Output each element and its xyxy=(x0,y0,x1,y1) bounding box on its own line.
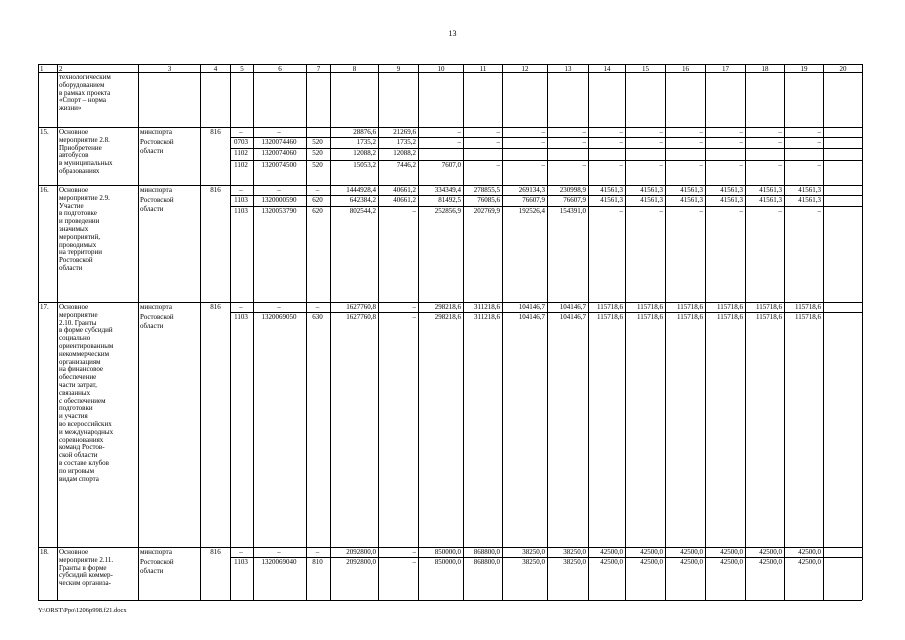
measure-name-line: по игровым xyxy=(59,466,95,475)
value-cell: 269134,3 xyxy=(518,185,545,194)
measure-name-line: Основное xyxy=(59,548,89,556)
value-cell: – xyxy=(817,127,821,136)
value-cell: – xyxy=(619,137,623,146)
table-row-line xyxy=(38,600,862,601)
measure-name-line: 2.10. Гранты xyxy=(59,318,97,327)
measure-name-line: видам спорта xyxy=(59,474,99,483)
value-cell: 115718,6 xyxy=(677,302,703,311)
responsible-line: Ростовской xyxy=(140,312,174,321)
value-cell: – xyxy=(315,185,320,194)
measure-name-line: обеспечение xyxy=(59,373,97,382)
row-number: 15. xyxy=(40,128,49,136)
measure-name-line: в рамках проекта xyxy=(59,88,111,97)
value-cell: 115718,6 xyxy=(637,312,663,321)
measure-name-line: мероприятие 2.8. xyxy=(59,135,110,144)
header-cell: 20 xyxy=(839,64,847,73)
value-cell: – xyxy=(277,127,281,136)
header-cell: 16 xyxy=(682,64,689,73)
header-cell: 1 xyxy=(40,64,44,73)
value-cell: – xyxy=(778,137,782,146)
footer-file-path: Y:\ORST\Ppo\1206p998.f21.docx xyxy=(38,607,127,614)
value-cell: 38250,0 xyxy=(522,557,545,566)
value-cell: – xyxy=(699,127,703,136)
value-cell: – xyxy=(699,137,703,146)
value-cell: 311218,6 xyxy=(474,312,500,321)
value-cell: 42500,0 xyxy=(680,557,703,566)
value-cell: – xyxy=(239,127,243,136)
value-cell: 298218,6 xyxy=(434,312,461,321)
measure-name-line: в составе клубов xyxy=(59,459,109,467)
value-cell: 802544,2 xyxy=(349,206,376,215)
value-cell: 41561,3 xyxy=(600,195,623,204)
grbs-code: 816 xyxy=(210,303,221,311)
header-cell: 9 xyxy=(396,64,401,73)
measure-name-line: Основное xyxy=(59,128,89,136)
value-cell: 1103 xyxy=(234,195,248,204)
table-column-line xyxy=(823,64,824,600)
value-cell: – xyxy=(277,547,281,556)
value-cell: 202769,9 xyxy=(473,206,500,215)
grbs-code: 816 xyxy=(210,128,221,136)
value-cell: – xyxy=(739,127,743,136)
value-cell: – xyxy=(541,160,545,169)
responsible-line: минспорта xyxy=(140,303,172,311)
value-cell: – xyxy=(778,160,782,169)
header-cell: 15 xyxy=(642,64,649,73)
header-cell: 14 xyxy=(603,64,611,73)
value-cell: 1320069040 xyxy=(261,557,297,566)
value-cell: 28876,6 xyxy=(353,127,376,136)
value-cell: 311218,6 xyxy=(474,302,500,311)
value-cell: 104146,7 xyxy=(518,312,545,321)
value-cell: 7607,0 xyxy=(441,160,461,169)
value-cell: 298218,6 xyxy=(434,302,461,311)
value-cell: – xyxy=(619,127,623,136)
value-cell: 38250,0 xyxy=(563,547,586,556)
value-cell: 41561,3 xyxy=(720,185,743,194)
value-cell: 1102 xyxy=(234,160,248,169)
value-cell: 42500,0 xyxy=(759,547,782,556)
value-cell: – xyxy=(412,557,416,566)
value-cell: 620 xyxy=(312,206,323,215)
responsible-line: Ростовской xyxy=(140,557,174,566)
value-cell: 76607,9 xyxy=(563,195,586,204)
measure-name-line: проводимых xyxy=(59,240,97,249)
responsible-line: Ростовской xyxy=(140,137,174,146)
header-cell: 8 xyxy=(352,64,357,73)
value-cell: 115718,6 xyxy=(637,302,663,311)
value-cell: 42500,0 xyxy=(798,547,821,556)
header-cell: 7 xyxy=(316,64,321,73)
value-cell: – xyxy=(739,160,743,169)
row-number: 17. xyxy=(40,303,49,311)
value-cell: 0703 xyxy=(234,137,248,146)
value-cell: 42500,0 xyxy=(720,557,743,566)
value-cell: 41561,3 xyxy=(759,195,782,204)
value-cell: 41561,3 xyxy=(640,195,663,204)
value-cell: – xyxy=(412,547,416,556)
row-number: 16. xyxy=(40,186,49,194)
value-cell: – xyxy=(659,137,663,146)
value-cell: 520 xyxy=(312,160,323,169)
value-cell: 520 xyxy=(312,148,323,157)
value-cell: 41561,3 xyxy=(680,195,703,204)
value-cell: – xyxy=(457,127,461,136)
value-cell: 115718,6 xyxy=(756,302,782,311)
value-cell: 520 xyxy=(312,137,323,146)
header-cell: 13 xyxy=(564,64,572,73)
value-cell: 868800,0 xyxy=(473,547,500,556)
value-cell: 2092800,0 xyxy=(346,557,376,566)
value-cell: 115718,6 xyxy=(597,302,623,311)
header-cell: 17 xyxy=(722,64,729,73)
measure-name-line: части затрат, xyxy=(59,381,97,389)
table-column-line xyxy=(38,64,39,600)
measure-name-line: команд Ростов- xyxy=(59,443,105,452)
value-cell: – xyxy=(496,137,500,146)
measure-name-line: во всероссийских xyxy=(59,420,112,428)
measure-name-line: мероприятие 2.11. xyxy=(59,555,114,564)
value-cell: 76085,6 xyxy=(477,195,500,204)
measure-name-line: жизни» xyxy=(59,104,82,113)
measure-name-line: «Спорт – норма xyxy=(59,96,107,105)
value-cell: 41561,3 xyxy=(680,185,703,194)
value-cell: – xyxy=(277,185,281,194)
value-cell: 1102 xyxy=(234,148,248,157)
value-cell: – xyxy=(412,312,416,321)
value-cell: – xyxy=(541,127,545,136)
value-cell: 38250,0 xyxy=(563,557,586,566)
value-cell: – xyxy=(582,160,586,169)
value-cell: 850000,0 xyxy=(434,547,461,556)
value-cell: 115718,6 xyxy=(677,312,703,321)
value-cell: 104146,7 xyxy=(518,302,545,311)
value-cell: – xyxy=(817,206,821,215)
value-cell: 620 xyxy=(312,195,323,204)
value-cell: 41561,3 xyxy=(798,195,821,204)
value-cell: 115718,6 xyxy=(717,312,743,321)
value-cell: 104146,7 xyxy=(559,302,586,311)
measure-name-line: социально xyxy=(59,334,91,343)
measure-name-line: значимых xyxy=(59,225,89,233)
measure-name-line: на территории xyxy=(59,248,102,257)
header-cell: 6 xyxy=(278,64,282,73)
value-cell: 1627760,8 xyxy=(346,302,376,311)
value-cell: 192526,4 xyxy=(518,206,545,215)
value-cell: 104146,7 xyxy=(559,312,586,321)
value-cell: 1444928,4 xyxy=(346,185,376,194)
value-cell: – xyxy=(817,160,821,169)
measure-name-line: субсидий коммер- xyxy=(59,571,113,580)
value-cell: – xyxy=(496,160,500,169)
measure-name-line: Участие xyxy=(59,201,84,210)
value-cell: 115718,6 xyxy=(756,312,782,321)
measure-name-line: в форме субсидий xyxy=(59,326,113,335)
value-cell: 334349,4 xyxy=(434,185,461,194)
measure-name-line: Ростовской xyxy=(59,256,93,265)
measure-name-line: технологическим xyxy=(59,73,111,81)
measure-name-line: Основное xyxy=(59,186,89,194)
value-cell: 1627760,8 xyxy=(346,312,376,321)
value-cell: 41561,3 xyxy=(798,185,821,194)
measure-name-line: мероприятие xyxy=(59,310,98,319)
measure-name-line: Приобретение xyxy=(59,143,102,152)
value-cell: 630 xyxy=(312,312,323,321)
value-cell: – xyxy=(496,127,500,136)
value-cell: 115718,6 xyxy=(795,312,821,321)
value-cell: – xyxy=(582,127,586,136)
value-cell: 21269,6 xyxy=(393,127,416,136)
value-cell: 1320000590 xyxy=(261,195,297,204)
responsible-line: области xyxy=(140,322,164,330)
measure-name-line: ской области xyxy=(59,451,98,460)
value-cell: – xyxy=(239,547,243,556)
value-cell: 42500,0 xyxy=(720,547,743,556)
value-cell: 1103 xyxy=(234,312,248,321)
value-cell: – xyxy=(541,137,545,146)
value-cell: 1320074500 xyxy=(261,160,297,169)
value-cell: 868800,0 xyxy=(473,557,500,566)
value-cell: 38250,0 xyxy=(522,547,545,556)
value-cell: 1103 xyxy=(234,206,248,215)
value-cell: 40661,2 xyxy=(393,185,416,194)
measure-name-line: ориентированным xyxy=(59,342,114,350)
value-cell: 850000,0 xyxy=(434,557,461,566)
table-column-line xyxy=(862,64,863,600)
header-cell: 2 xyxy=(59,64,63,73)
header-cell: 18 xyxy=(761,64,769,73)
value-cell: 1735,2 xyxy=(356,137,376,146)
responsible-line: области xyxy=(140,205,164,213)
header-cell: 5 xyxy=(240,64,244,73)
value-cell: 41561,3 xyxy=(640,185,663,194)
measure-name-line: в муниципальных xyxy=(59,159,113,168)
value-cell: – xyxy=(619,206,623,215)
responsible-line: области xyxy=(140,567,164,575)
value-cell: 42500,0 xyxy=(798,557,821,566)
measure-name-line: мероприятий, xyxy=(59,232,101,241)
value-cell: – xyxy=(277,302,281,311)
value-cell: 642384,2 xyxy=(349,195,376,204)
measure-name-line: связанных xyxy=(59,388,91,397)
value-cell: 42500,0 xyxy=(600,557,623,566)
value-cell: 252856,9 xyxy=(434,206,461,215)
measure-name-line: соревнованиях xyxy=(59,435,104,444)
measure-name-line: и проведении xyxy=(59,217,100,226)
value-cell: 2092800,0 xyxy=(346,547,376,556)
measure-name-line: подготовки xyxy=(59,404,93,413)
value-cell: 12088,2 xyxy=(393,148,416,157)
measure-name-line: Основное xyxy=(59,303,89,311)
row-number: 18. xyxy=(40,548,49,556)
table-column-line xyxy=(57,64,58,600)
value-cell: – xyxy=(778,206,782,215)
responsible-line: минспорта xyxy=(140,548,172,556)
measure-name-line: и международных xyxy=(59,427,114,436)
value-cell: 41561,3 xyxy=(759,185,782,194)
value-cell: – xyxy=(315,547,320,556)
value-cell: – xyxy=(619,160,623,169)
value-cell: 1320053790 xyxy=(261,206,297,215)
grbs-code: 816 xyxy=(210,548,221,556)
measure-name-line: мероприятие 2.9. xyxy=(59,193,110,202)
measure-name-line: на финансовое xyxy=(59,365,104,374)
value-cell: 42500,0 xyxy=(680,547,703,556)
table-column-line xyxy=(200,64,201,600)
responsible-line: Ростовской xyxy=(140,195,174,204)
measure-name-line: и участия xyxy=(59,412,88,421)
value-cell: – xyxy=(739,206,743,215)
value-cell: 1320074060 xyxy=(261,148,297,157)
value-cell: 810 xyxy=(312,557,323,566)
value-cell: 42500,0 xyxy=(640,547,663,556)
value-cell: – xyxy=(582,137,586,146)
value-cell: 278855,5 xyxy=(473,185,500,194)
value-cell: – xyxy=(699,160,703,169)
table-column-line xyxy=(138,64,139,600)
value-cell: – xyxy=(412,302,416,311)
measure-name-line: организациям xyxy=(59,357,101,366)
header-cell: 19 xyxy=(800,64,808,73)
measure-name-line: с обеспечением xyxy=(59,396,106,405)
responsible-line: минспорта xyxy=(140,128,172,136)
value-cell: – xyxy=(699,206,703,215)
value-cell: 115718,6 xyxy=(795,302,821,311)
header-cell: 11 xyxy=(479,64,487,73)
value-cell: – xyxy=(739,137,743,146)
value-cell: 76607,9 xyxy=(522,195,545,204)
value-cell: 42500,0 xyxy=(759,557,782,566)
value-cell: – xyxy=(817,137,821,146)
measure-name-line: некоммерческим xyxy=(59,349,110,358)
value-cell: 12088,2 xyxy=(353,148,376,157)
value-cell: – xyxy=(239,302,243,311)
value-cell: 115718,6 xyxy=(597,312,623,321)
value-cell: 40661,2 xyxy=(393,195,416,204)
value-cell: – xyxy=(659,206,663,215)
value-cell: 42500,0 xyxy=(640,557,663,566)
page-number: 13 xyxy=(448,29,457,38)
value-cell: – xyxy=(457,137,461,146)
value-cell: – xyxy=(778,127,782,136)
measure-name-line: Гранты в форме xyxy=(59,563,107,572)
value-cell: 1735,2 xyxy=(396,137,416,146)
value-cell: 81492,5 xyxy=(438,195,461,204)
measure-name-line: в подготовке xyxy=(59,209,97,218)
measure-name-line: ческим организа- xyxy=(59,579,111,588)
header-cell: 12 xyxy=(521,64,529,73)
header-cell: 10 xyxy=(437,64,445,73)
value-cell: 15053,2 xyxy=(353,160,376,169)
responsible-line: области xyxy=(140,147,164,155)
measure-name-line: автобусов xyxy=(59,151,89,160)
value-cell: – xyxy=(239,185,243,194)
value-cell: – xyxy=(659,160,663,169)
value-cell: 41561,3 xyxy=(600,185,623,194)
value-cell: 230998,9 xyxy=(559,185,586,194)
value-cell: 1320074460 xyxy=(261,137,297,146)
header-cell: 3 xyxy=(167,64,172,73)
value-cell: 42500,0 xyxy=(600,547,623,556)
value-cell: 1320069050 xyxy=(261,312,297,321)
grbs-code: 816 xyxy=(210,186,221,194)
measure-name-line: области xyxy=(59,264,83,272)
value-cell: 154391,0 xyxy=(559,206,586,215)
measure-name-line: образованиях xyxy=(59,167,100,175)
value-cell: 7446,2 xyxy=(396,160,416,169)
value-cell: 115718,6 xyxy=(717,302,743,311)
value-cell: – xyxy=(315,302,320,311)
value-cell: – xyxy=(412,206,416,215)
value-cell: 41561,3 xyxy=(720,195,743,204)
measure-name-line: оборудованием xyxy=(59,80,105,89)
header-cell: 4 xyxy=(213,64,218,73)
value-cell: – xyxy=(659,127,663,136)
value-cell: 1103 xyxy=(234,557,248,566)
responsible-line: минспорта xyxy=(140,186,172,194)
